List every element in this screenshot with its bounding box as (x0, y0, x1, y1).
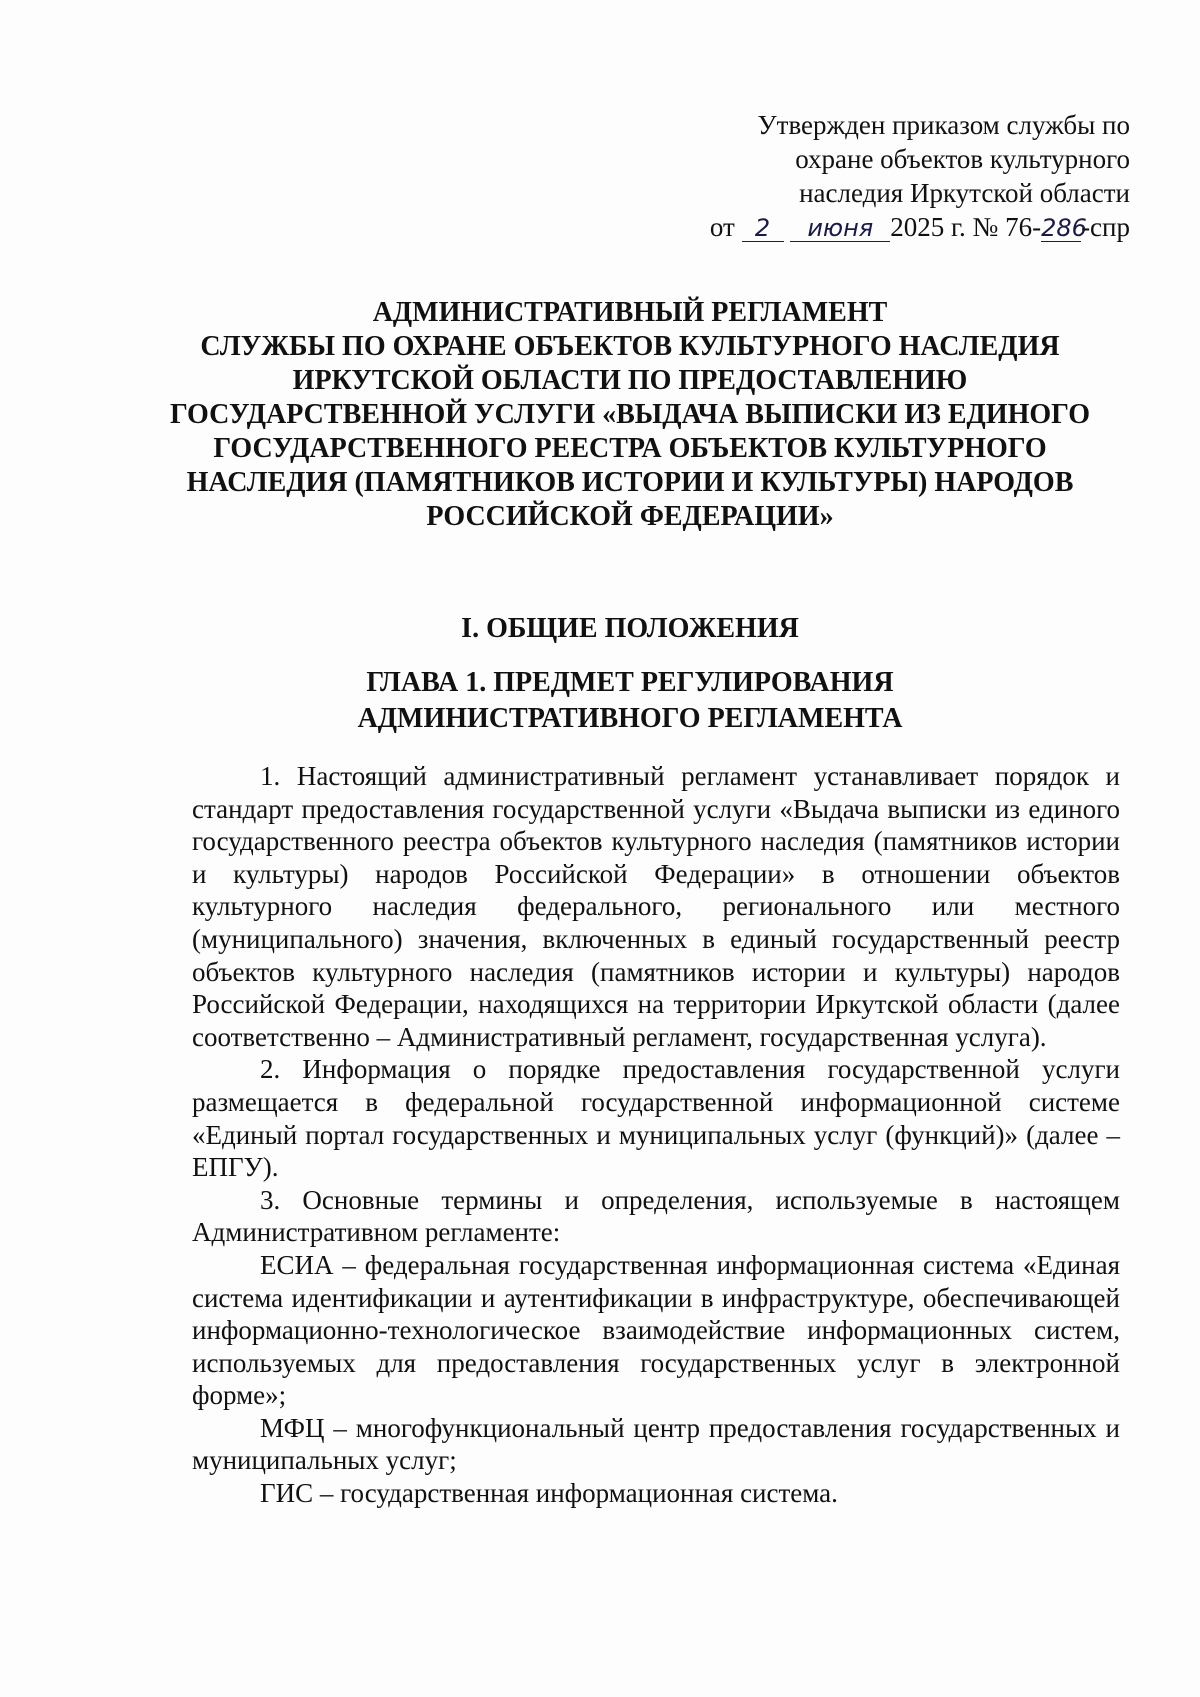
definition-gis: ГИС – государственная информационная система. (260, 1478, 838, 1509)
title-line: ГОСУДАРСТВЕННОГО РЕЕСТРА ОБЪЕКТОВ КУЛЬТУРНОГО (213, 433, 1047, 464)
title-line: РОССИЙСКОЙ ФЕДЕРАЦИИ» (426, 501, 834, 532)
chapter-heading-line-1: ГЛАВА 1. ПРЕДМЕТ РЕГУЛИРОВАНИЯ (366, 667, 894, 698)
handwritten-day: 2 (742, 215, 784, 242)
approval-line-3: наследия Иркутской области (799, 178, 1130, 208)
section-heading: I. ОБЩИЕ ПОЛОЖЕНИЯ (461, 613, 799, 644)
approval-line-1: Утвержден приказом службы по (757, 110, 1130, 140)
approval-stamp-block (640, 108, 1130, 244)
title-line: НАСЛЕДИЯ (ПАМЯТНИКОВ ИСТОРИИ И КУЛЬТУРЫ) НАРОДОВ (186, 467, 1074, 498)
paragraph-1: 1. Настоящий административный регламент устанавливает порядок и стандарт предоставления государственной услуги «Выдача выписки из единого государственного реестра объектов культурного наследия (памятников истории и культуры) народов Российской Федерации» в отношении объектов культурного наследия федерального, регионального или местного (муниципального) значения, включенных в единый государственный реестр объектов культурного наследия (памятников истории и культуры) народов Российской Федерации, находящихся на территории Иркутской области (далее соответственно – Административный регламент, государственная услуга). (192, 761, 1120, 1052)
date-prefix: от (709, 212, 735, 242)
approval-line-2: охране объектов культурного (795, 144, 1130, 174)
approval-date-line (640, 210, 1130, 244)
definition-esia: ЕСИА – федеральная государственная информационная система «Единая система идентификации и аутентификации в инфраструктуре, обеспечивающей информационно-технологическое взаимодействие информационных систем, используемых для предоставления государственных услуг в электронной форме»; (192, 1249, 1120, 1411)
chapter-heading (150, 665, 1110, 737)
document-title (150, 296, 1110, 534)
paragraph-3: 3. Основные термины и определения, используемые в настоящем Административном регламенте: (192, 1184, 1120, 1248)
document-body (192, 760, 1120, 1510)
title-line: СЛУЖБЫ ПО ОХРАНЕ ОБЪЕКТОВ КУЛЬТУРНОГО НАСЛЕДИЯ (200, 331, 1060, 362)
date-year: 2025 г. № 76- (890, 212, 1042, 242)
title-line: АДМИНИСТРАТИВНЫЙ РЕГЛАМЕНТ (372, 297, 888, 328)
title-line: ГОСУДАРСТВЕННОЙ УСЛУГИ «ВЫДАЧА ВЫПИСКИ ИЗ ЕДИНОГО (169, 399, 1091, 430)
definition-mfc: МФЦ – многофункциональный центр предоставления государственных и муниципальных услуг; (192, 1412, 1120, 1476)
handwritten-month: июня (790, 215, 890, 242)
paragraph-2: 2. Информация о порядке предоставления государственной услуги размещается в федеральной государственной информационной системе «Единый портал государственных и муниципальных услуг (функций)» (далее – ЕПГУ). (192, 1054, 1120, 1183)
title-line: ИРКУТСКОЙ ОБЛАСТИ ПО ПРЕДОСТАВЛЕНИЮ (292, 365, 968, 396)
handwritten-order-number: 286 (1041, 214, 1087, 242)
order-suffix: -спр (1081, 212, 1130, 242)
chapter-heading-line-2: АДМИНИСТРАТИВНОГО РЕГЛАМЕНТА (357, 703, 903, 734)
